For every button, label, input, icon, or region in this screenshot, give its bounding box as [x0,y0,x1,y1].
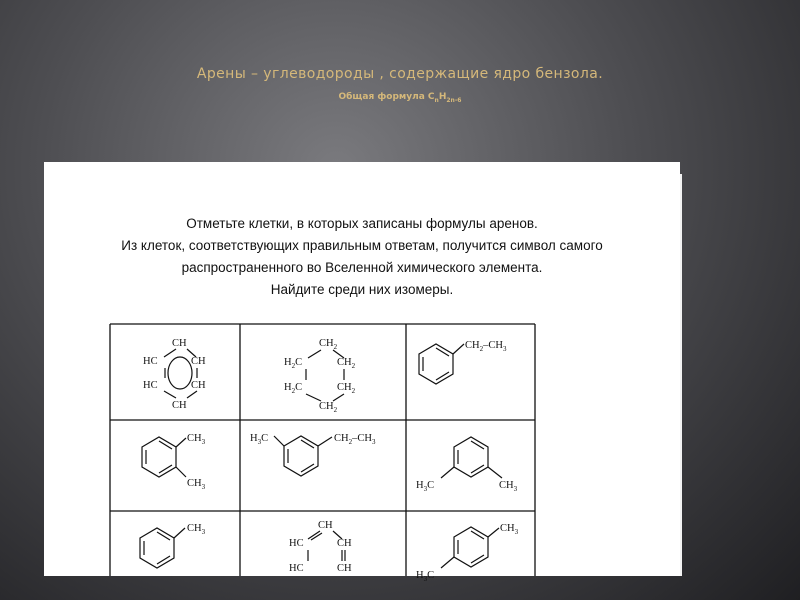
svg-text:H3C: $H_3C$ [250,433,269,446]
svg-text:CH2: $CH_2$ [337,382,356,395]
svg-text:H3C: $H_3C$ [416,480,435,493]
svg-text:CH: CH [337,538,352,549]
instruction-line-1: Отметьте клетки, в которых записаны формулы аренов. [186,216,538,231]
subtitle-sub-n: n [434,96,439,104]
label-hc-left-lower: HC [143,380,158,391]
label-ch-right-lower: CH [191,380,206,391]
instruction-line-2: Из клеток, соответствующих правильным ответам, получится символ самого [121,238,603,253]
svg-text:CH2: $CH_2$ [337,357,356,370]
svg-text:H2C: $H_2C$ [284,382,303,395]
cell-ch-diene[interactable] [289,520,352,574]
svg-text:CH3: $CH_3$ [187,478,206,491]
svg-text:H3C: $H_3C$ [416,570,435,583]
svg-text:CH3: $CH_3$ [500,523,519,536]
svg-text:CH: CH [318,520,333,531]
label-ch-bottom: CH [172,400,187,411]
aromatic-ring-circle [168,357,192,389]
svg-text:CH: CH [337,563,352,574]
cell-ethyltoluene[interactable] [250,433,376,476]
slide-subtitle [0,92,800,104]
worksheet-edge [680,174,682,576]
cell-meta-xylene[interactable] [416,437,518,493]
svg-text:CH3: $CH_3$ [187,433,206,446]
svg-text:H2C: $H_2C$ [284,357,303,370]
label-ch-top: CH [172,338,187,349]
worksheet-image [44,162,680,583]
svg-text:CH2: $CH_2$ [319,338,338,351]
subtitle-h: H [438,92,447,102]
subtitle-prefix: Общая формула C [338,92,435,102]
svg-text:CH2–CH3: $CH_2-CH_3$ [465,340,507,353]
cell-cyclohexane[interactable] [284,338,356,414]
cell-ortho-xylene[interactable] [142,433,206,491]
label-ch-right-upper: CH [191,356,206,367]
cell-ethylbenzene[interactable] [419,340,507,384]
cell-benzene-ch[interactable] [143,338,206,411]
instruction-line-3: распространенного во Вселенной химического элемента. [181,260,543,275]
cell-toluene[interactable] [140,523,206,568]
svg-text:CH3: $CH_3$ [187,523,206,536]
svg-text:CH3: $CH_3$ [499,480,518,493]
label-hc-left-upper: HC [143,356,158,367]
svg-text:CH2–CH3: $CH_2-CH_3$ [334,433,376,446]
slide-title: Арены – углеводороды , содержащие ядро бензола. [196,66,604,82]
compound-grid [44,162,680,583]
instruction-line-4: Найдите среди них изомеры. [270,282,454,297]
cell-para-xylene[interactable] [416,523,519,583]
subtitle-sub-2n6: 2n-6 [446,96,462,104]
svg-text:CH2: $CH_2$ [319,401,338,414]
svg-text:HC: HC [289,538,304,549]
svg-text:HC: HC [289,563,304,574]
